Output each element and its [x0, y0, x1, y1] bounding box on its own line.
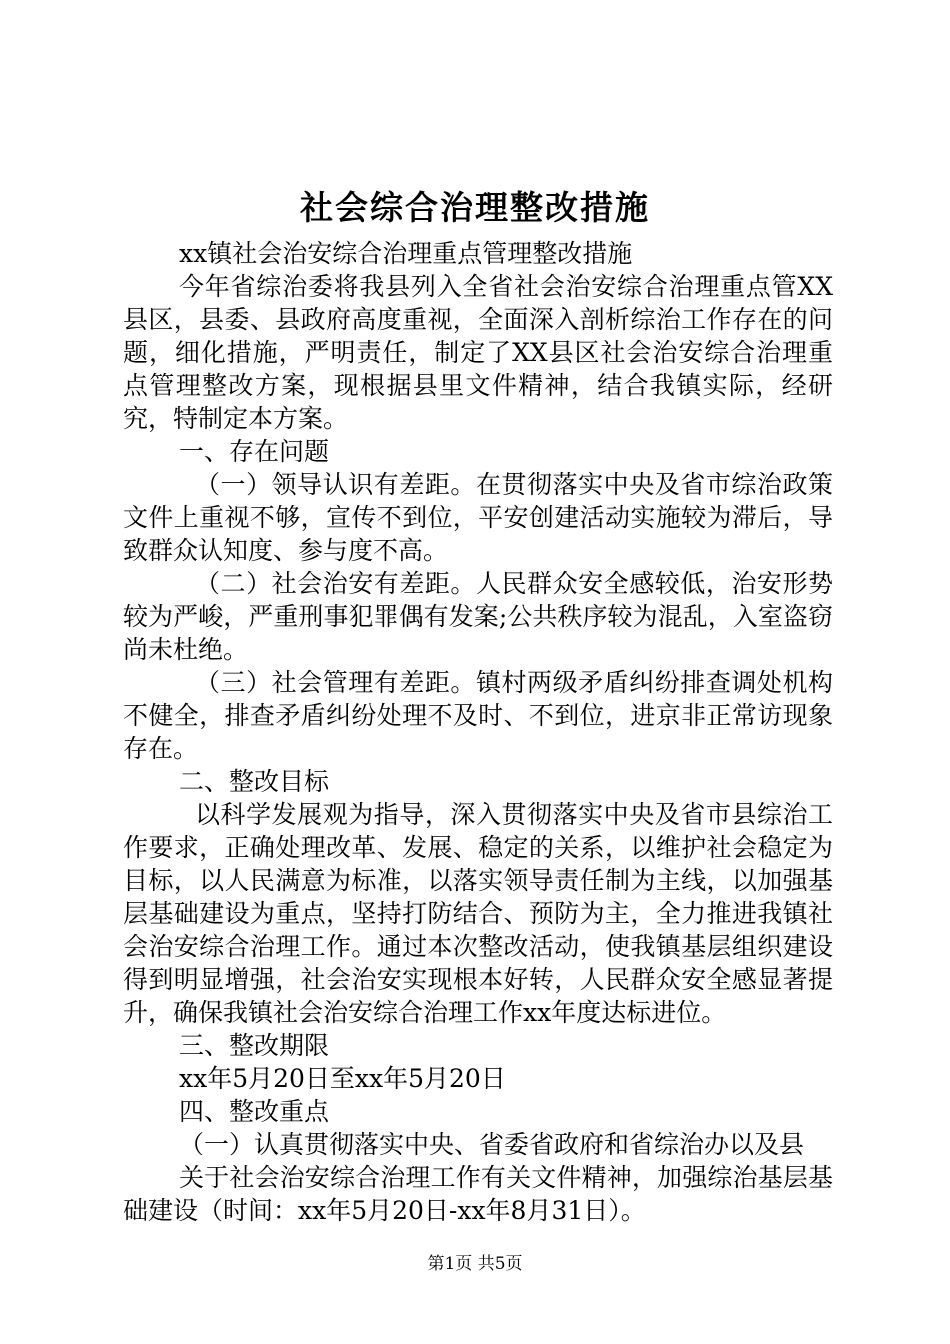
section-heading-problems: 一、存在问题 [179, 437, 330, 466]
paragraph-goals: 以科学发展观为指导，深入贯彻落实中央及省市县综治工作要求，正确处理改革、发展、稳定的关系，以维护社会稳定为目标，以人民满意为标准，以落实领导责任制为主线，以加强基层基础建设为重点，坚持打防结合、预防为主，全力推进我镇社会治安综合治理工作。通过本次整改活动，使我镇基层组织建设得到明显增强，社会治安实现根本好转，人民群众安全感显著提升，确保我镇社会治安综合治理工作xx年度达标进位。 [123, 800, 833, 1027]
document-title: 社会综合治理整改措施 [300, 188, 650, 227]
section-heading-goals: 二、整改目标 [179, 767, 330, 796]
section-heading-period: 三、整改期限 [179, 1031, 330, 1060]
section-heading-focus: 四、整改重点 [179, 1097, 330, 1126]
paragraph-intro: 今年省综治委将我县列入全省社会治安综合治理重点管XX县区，县委、县政府高度重视，全面深入剖析综治工作存在的问题，细化措施，严明责任，制定了XX县区社会治安综合治理重点管理整改方案，现根据县里文件精神，结合我镇实际，经研究，特制定本方案。 [123, 272, 833, 433]
paragraph-problem-2: （二）社会治安有差距。人民群众安全感较低，治安形势较为严峻，严重刑事犯罪偶有发案;公共秩序较为混乱，入室盗窃尚未杜绝。 [123, 569, 833, 664]
paragraph-period: xx年5月20日至xx年5月20日 [179, 1064, 506, 1093]
page-footer: 第1页 共5页 [427, 1254, 523, 1274]
paragraph-problem-3: （三）社会管理有差距。镇村两级矛盾纠纷排查调处机构不健全，排查矛盾纠纷处理不及时、不到位，进京非正常访现象存在。 [123, 668, 833, 763]
paragraph-focus-1-line2: 关于社会治安综合治理工作有关文件精神，加强综治基层基础建设（时间：xx年5月20日-xx年8月31日）。 [123, 1163, 833, 1225]
paragraph-problem-1: （一）领导认识有差距。在贯彻落实中央及省市综治政策文件上重视不够，宣传不到位，平安创建活动实施较为滞后，导致群众认知度、参与度不高。 [123, 470, 833, 565]
document-body [123, 237, 833, 1227]
paragraph-subtitle: xx镇社会治安综合治理重点管理整改措施 [179, 239, 633, 268]
paragraph-focus-1-line1: （一）认真贯彻落实中央、省委省政府和省综治办以及县 [179, 1130, 805, 1159]
